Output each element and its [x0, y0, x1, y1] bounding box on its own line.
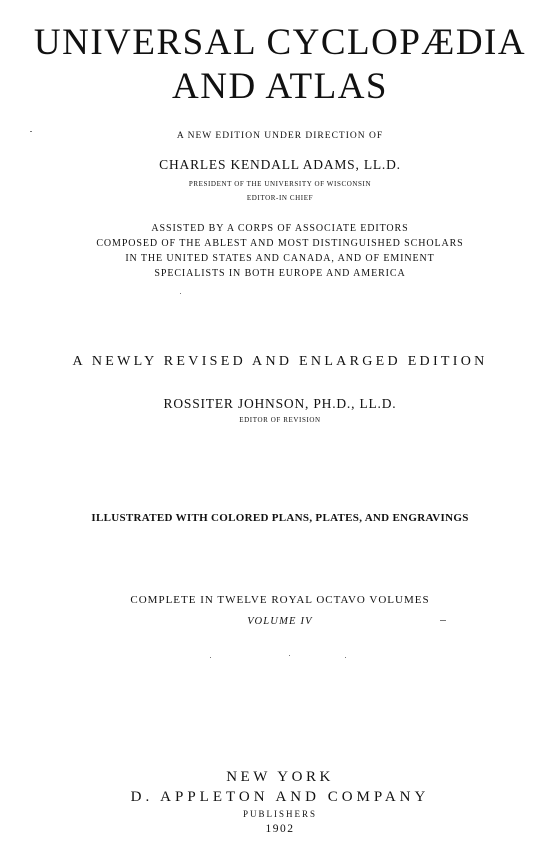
publisher-name: D. APPLETON AND COMPANY — [130, 789, 430, 805]
publication-year: 1902 — [265, 823, 295, 835]
assisted-line-3: IN THE UNITED STATES AND CANADA, AND OF EMINENT — [125, 253, 435, 264]
editor-role: EDITOR-IN CHIEF — [246, 194, 314, 202]
book-title-line-1: UNIVERSAL CYCLOPÆDIA — [33, 22, 527, 63]
assisted-line-4: SPECIALISTS IN BOTH EUROPE AND AMERICA — [154, 268, 406, 279]
edition-note: A NEW EDITION UNDER DIRECTION OF — [176, 131, 384, 141]
reviser-name: ROSSITER JOHNSON, PH.D., LL.D. — [163, 396, 397, 411]
book-title-line-2: AND ATLAS — [172, 66, 388, 107]
assisted-line-2: COMPOSED OF THE ABLEST AND MOST DISTINGUISHED SCHOLARS — [96, 238, 464, 249]
print-speck — [210, 657, 211, 658]
illustrations-note: ILLUSTRATED WITH COLORED PLANS, PLATES, AND ENGRAVINGS — [91, 512, 469, 524]
assisted-line-1: ASSISTED BY A CORPS OF ASSOCIATE EDITORS — [151, 223, 409, 234]
volumes-note: COMPLETE IN TWELVE ROYAL OCTAVO VOLUMES — [130, 594, 430, 606]
reviser-role: EDITOR OF REVISION — [239, 416, 321, 424]
editor-name: CHARLES KENDALL ADAMS, LL.D. — [159, 157, 401, 172]
print-speck — [345, 657, 346, 658]
publishers-label: PUBLISHERS — [242, 809, 317, 819]
publisher-city: NEW YORK — [226, 769, 334, 785]
print-speck — [180, 293, 181, 294]
editor-affiliation: PRESIDENT OF THE UNIVERSITY OF WISCONSIN — [188, 180, 372, 188]
edition-statement: A NEWLY REVISED AND ENLARGED EDITION — [72, 354, 488, 369]
print-speck — [440, 620, 446, 621]
print-speck — [30, 131, 32, 132]
print-speck — [289, 655, 290, 656]
volume-label: VOLUME IV — [247, 616, 313, 627]
